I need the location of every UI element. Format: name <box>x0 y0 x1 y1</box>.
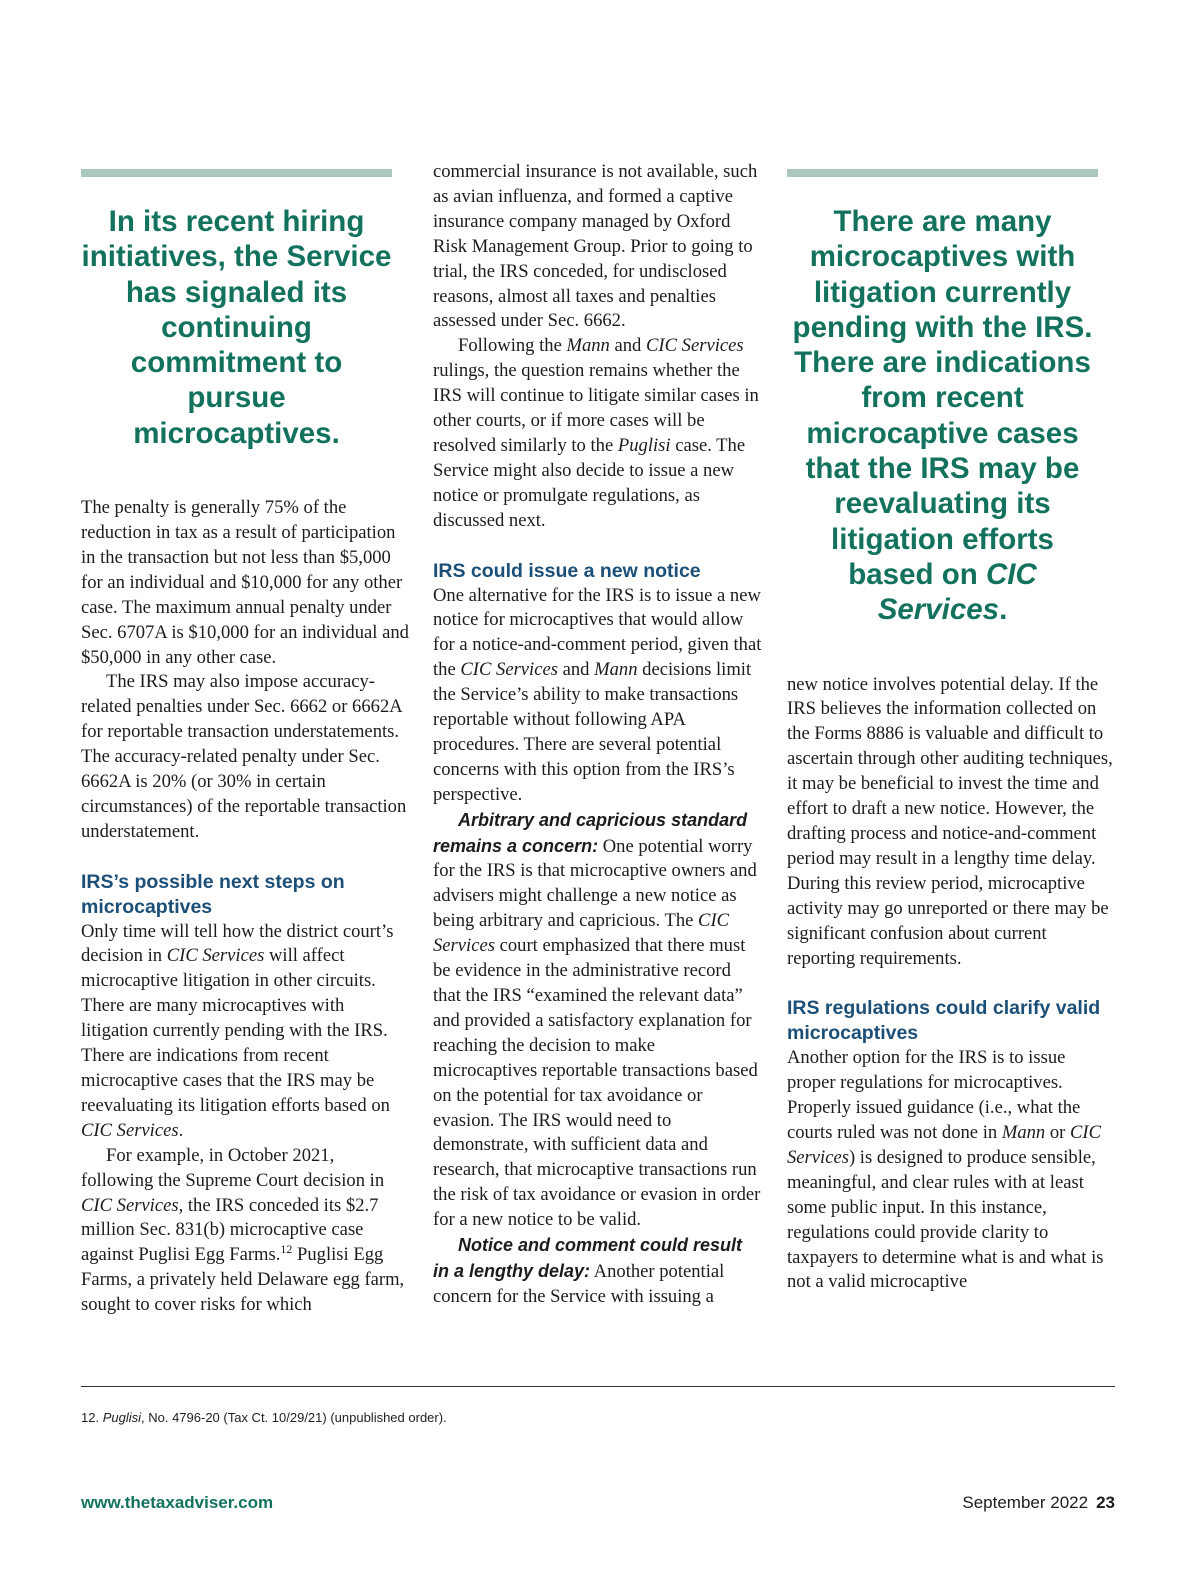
paragraph: The penalty is generally 75% of the reduction in tax as a result of participation in the transaction but not less than $5,000 for an individual and $10,000 for any other case. The maximum annual penalty under Sec. 6707A is $10,000 for an individual and $50,000 in any other case. <box>81 497 409 668</box>
right-column <box>787 160 1115 1295</box>
paragraph: For example, in October 2021, following the Supreme Court decision in CIC Services, the IRS conceded its $2.7 million Sec. 831(b) microcaptive case against Puglisi Egg Farms.$^{12}$ Puglisi Egg Farms, a privately held Delaware egg farm, sought to cover risks for which <box>81 1144 405 1316</box>
footnote: 12. Puglisi, No. 4796-20 (Tax Ct. 10/29/21) (unpublished order). <box>81 1410 447 1425</box>
paragraph: The IRS may also impose accuracy-related penalties under Sec. 6662 or 6662A for reportable transaction understatements. The accuracy-related penalty under Sec. 6662A is 20% (or 30% in certain circumstances) of the reportable transaction understatement. <box>81 671 407 842</box>
paragraph: Following the Mann and CIC Services rulings, the question remains whether the IRS will continue to litigate similar cases in other courts, or if more cases will be resolved similarly to the Puglisi case. The Service might also decide to issue a new notice or promulgate regulations, as discussed next. <box>433 335 759 531</box>
pull-quote-rule <box>81 169 392 177</box>
paragraph: Arbitrary and capricious standard remains a concern: One potential worry for the IRS is that microcaptive owners and advisers might challenge a new notice as being arbitrary and capricious. The CIC Services court emphasized that there must be evidence in the administrative record that the IRS “examined the relevant data” and provided a satisfactory explanation for reaching the decision to make microcaptives reportable transactions based on the potential for tax avoidance or evasion. The IRS would need to demonstrate, with sufficient data and research, that microcaptive transactions run the risk of tax avoidance or evasion in order for a new notice to be valid. <box>433 809 761 1231</box>
pull-quote-right: There are many microcaptives with litigation currently pending with the IRS. There are indications from recent microcaptive cases that the IRS may be reevaluating its litigation efforts based on CIC Services. <box>792 205 1093 627</box>
paragraph: Only time will tell how the district court’s decision in CIC Services will affect microcaptive litigation in other circuits. There are many microcaptives with litigation currently pending with the IRS. There are indications from recent microcaptive cases that the IRS may be reevaluating its litigation efforts based on CIC Services. <box>81 920 394 1141</box>
left-column <box>81 160 411 1318</box>
page-footer <box>962 1493 1115 1513</box>
footnote-ref[interactable]: 12 <box>280 1242 293 1257</box>
footnote-divider <box>81 1386 1115 1387</box>
paragraph: new notice involves potential delay. If the IRS believes the information collected on the Forms 8886 is valuable and difficult to ascertain through other auditing techniques, it may be beneficial to invest the time and effort to draft a new notice. However, the drafting process and notice-and-comment period may result in a lengthy time delay. During this review period, microcaptive activity may go unreported or there may be significant confusion about current reporting requirements. <box>787 673 1113 969</box>
section-heading: IRS’s possible next steps on microcaptives <box>81 870 345 918</box>
run-in-heading: Arbitrary and capricious standard remains a concern: <box>433 809 748 856</box>
run-in-heading: Notice and comment could result in a lengthy delay: <box>433 1235 743 1281</box>
website-link[interactable]: www.thetaxadviser.com <box>81 1493 274 1512</box>
section-heading: IRS could issue a new notice <box>433 559 701 582</box>
section-heading: IRS regulations could clarify valid microcaptives <box>787 997 1101 1045</box>
issue-date: September 2022 <box>962 1493 1089 1512</box>
paragraph: Notice and comment could result in a lengthy delay: Another potential concern for the Service with issuing a <box>433 1235 743 1307</box>
middle-column <box>433 160 763 1310</box>
pull-quote-rule <box>787 169 1098 177</box>
pull-quote-left: In its recent hiring initiatives, the Service has signaled its continuing commitment to pursue microcaptives. <box>81 205 392 450</box>
page-number: 23 <box>1096 1493 1115 1512</box>
paragraph: commercial insurance is not available, such as avian influenza, and formed a captive insurance company managed by Oxford Risk Management Group. Prior to going to trial, the IRS conceded, for undisclosed reasons, almost all taxes and penalties assessed under Sec. 6662. <box>433 161 758 332</box>
paragraph: Another option for the IRS is to issue proper regulations for microcaptives. Properly issued guidance (i.e., what the courts ruled was not done in Mann or CIC Services) is designed to produce sensible, meaningful, and clear rules with at least some public input. In this instance, regulations could provide clarity to taxpayers to determine what is and what is not a valid microcaptive <box>787 1047 1104 1293</box>
paragraph: One alternative for the IRS is to issue a new notice for microcaptives that would allow for a notice-and-comment period, given that the CIC Services and Mann decisions limit the Service’s ability to make transactions reportable without following APA procedures. There are several potential concerns with this option from the IRS’s perspective. <box>433 584 762 805</box>
